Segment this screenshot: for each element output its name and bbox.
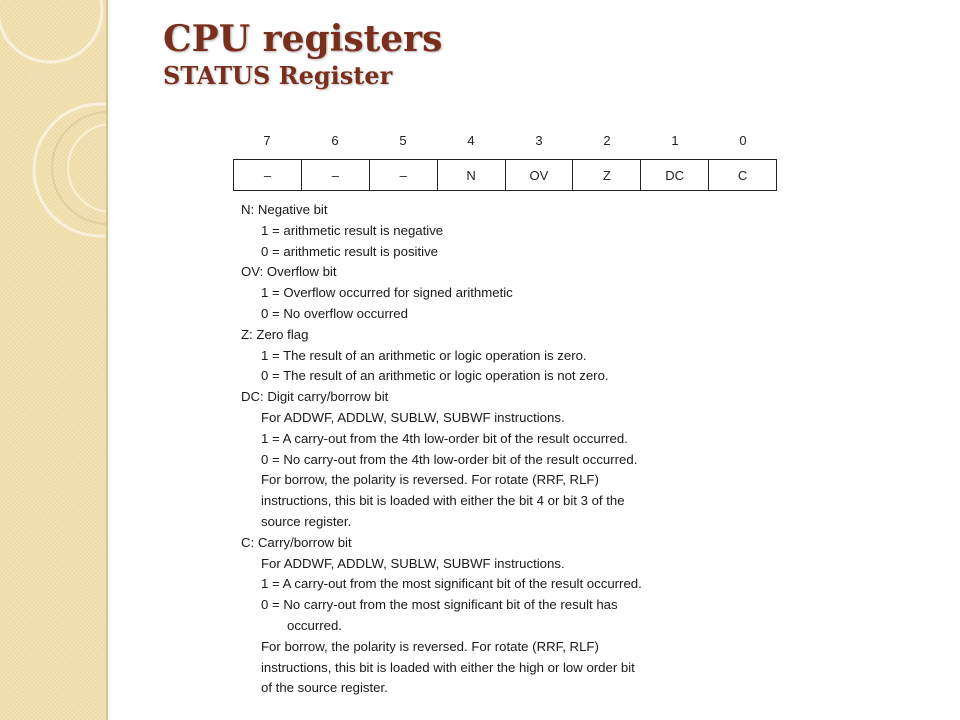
bit-number: 5 (399, 133, 407, 148)
bit-cell: – (263, 167, 272, 183)
description-line: 1 = The result of an arithmetic or logic operation is zero. (261, 347, 587, 363)
bit-cell: Z (572, 160, 640, 190)
description-line: instructions, this bit is loaded with either the bit 4 or bit 3 of the (261, 493, 625, 509)
description-line: 1 = A carry-out from the most significant bit of the result occurred. (261, 576, 642, 592)
bit-number: 3 (535, 133, 543, 148)
title-block (163, 20, 442, 90)
bit-cell: – (369, 160, 437, 190)
bit-number: 1 (671, 133, 679, 148)
bit-cell: DC (640, 160, 708, 190)
description-line: 1 = Overflow occurred for signed arithmetic (261, 285, 513, 301)
bit-number: 0 (739, 133, 747, 148)
description-line: occurred. (287, 617, 342, 633)
description-line: 0 = No carry-out from the most significant bit of the result has (261, 597, 618, 613)
slide-title: CPU registers (163, 18, 443, 60)
description-heading: DC: Digit carry/borrow bit (241, 389, 389, 405)
bit-number: 6 (331, 133, 339, 148)
status-register-diagram (233, 133, 777, 191)
description-line: 1 = arithmetic result is negative (261, 222, 444, 238)
bit-number: 7 (263, 133, 271, 148)
description-line: 0 = No overflow occurred (261, 305, 408, 321)
description-heading: OV: Overflow bit (241, 264, 337, 280)
description-line: For ADDWF, ADDLW, SUBLW, SUBWF instructions. (261, 555, 565, 571)
description-line: 1 = A carry-out from the 4th low-order bit of the result occurred. (261, 430, 628, 446)
decorative-sidebar (0, 0, 108, 720)
bit-number: 4 (467, 133, 475, 148)
bit-number: 2 (603, 133, 611, 148)
decorative-circles-icon (0, 0, 106, 720)
description-heading: Z: Zero flag (241, 326, 309, 342)
description-line: For ADDWF, ADDLW, SUBLW, SUBWF instructions. (261, 409, 565, 425)
description-line: of the source register. (261, 680, 388, 696)
bit-number-row (233, 133, 777, 153)
description-line: For borrow, the polarity is reversed. For rotate (RRF, RLF) (261, 472, 599, 488)
description-heading: N: Negative bit (241, 202, 328, 217)
bit-cell: N (437, 160, 505, 190)
bit-cell: – (301, 160, 369, 190)
description-line: source register. (261, 513, 352, 529)
slide-subtitle: STATUS Register (163, 60, 393, 90)
description-heading: C: Carry/borrow bit (241, 534, 352, 550)
description-line: 0 = arithmetic result is positive (261, 243, 439, 259)
description-line: 0 = No carry-out from the 4th low-order bit of the result occurred. (261, 451, 638, 467)
bit-descriptions (241, 200, 761, 699)
bit-cell: OV (505, 160, 573, 190)
bit-cell-row (233, 159, 777, 191)
description-line: instructions, this bit is loaded with either the high or low order bit (261, 659, 635, 675)
description-line: 0 = The result of an arithmetic or logic operation is not zero. (261, 368, 609, 384)
description-line: For borrow, the polarity is reversed. For rotate (RRF, RLF) (261, 638, 599, 654)
bit-cell: C (708, 160, 776, 190)
